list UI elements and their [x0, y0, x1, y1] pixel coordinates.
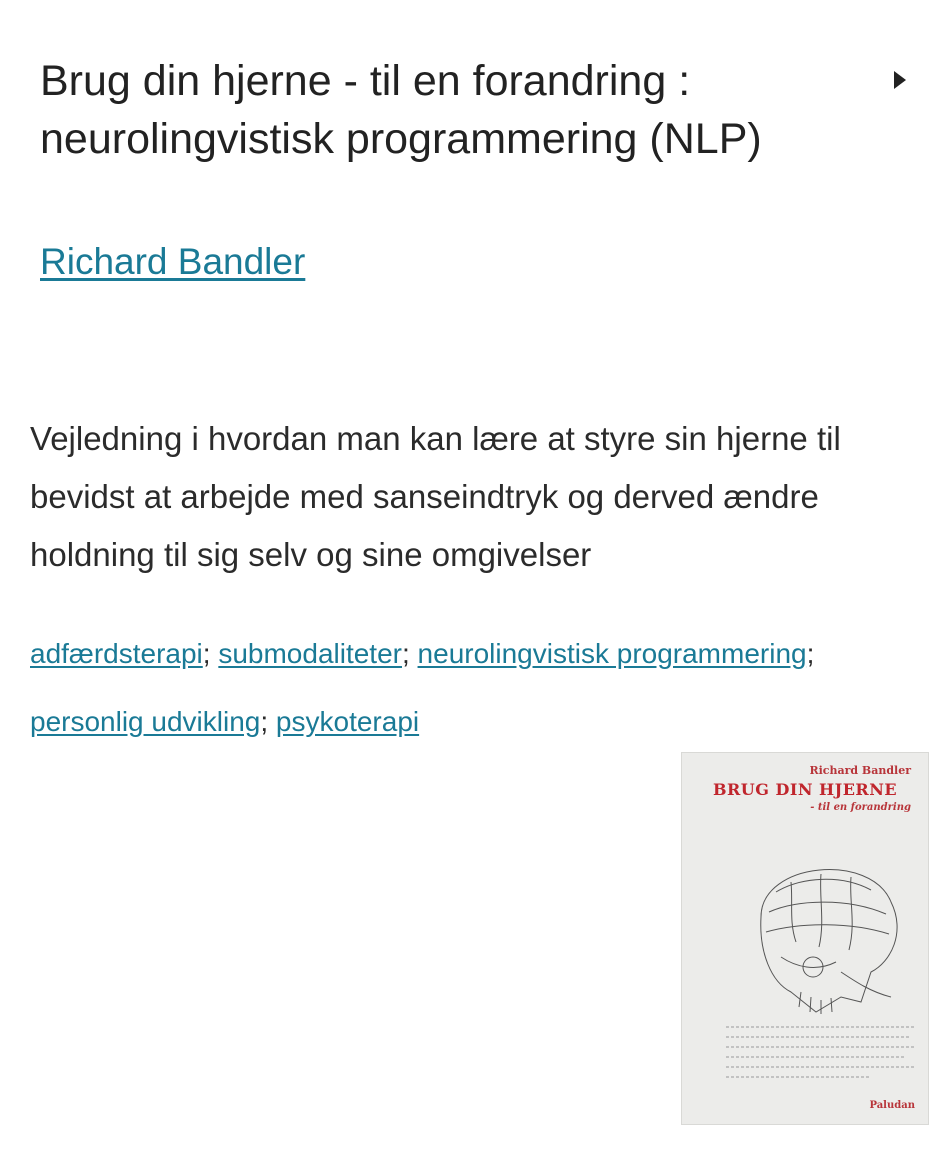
- skull-illustration: [721, 822, 921, 1092]
- cover-author: Richard Bandler: [809, 764, 911, 777]
- book-title: Brug din hjerne - til en forandring : neurolingvistisk programmering (NLP): [40, 57, 762, 163]
- book-description: Vejledning i hvordan man kan lære at styre sin hjerne til bevidst at arbejde med sanseindtryk og derved ændre holdning til sig selv og sine omgivelser: [30, 420, 841, 573]
- expand-toggle[interactable]: [880, 60, 920, 100]
- subject-link[interactable]: personlig udvikling: [30, 706, 261, 737]
- caret-right-icon: [893, 70, 907, 90]
- subject-separator: ;: [260, 706, 276, 737]
- cover-subtitle: - til en forandring: [810, 802, 911, 813]
- subject-separator: ;: [806, 638, 815, 669]
- cover-title: BRUG DIN HJERNE: [712, 780, 898, 799]
- cover-publisher: Paludan: [869, 1100, 915, 1111]
- author-link[interactable]: Richard Bandler: [40, 241, 306, 282]
- subject-link[interactable]: submodaliteter: [218, 638, 402, 669]
- subject-separator: ;: [202, 638, 219, 669]
- book-cover[interactable]: [681, 752, 929, 1125]
- subject-separator: ;: [401, 638, 418, 669]
- subject-link[interactable]: neurolingvistisk programmering: [417, 638, 807, 669]
- subject-link[interactable]: psykoterapi: [275, 706, 420, 737]
- subject-link[interactable]: adfærdsterapi: [30, 638, 203, 669]
- subject-list: [30, 620, 935, 756]
